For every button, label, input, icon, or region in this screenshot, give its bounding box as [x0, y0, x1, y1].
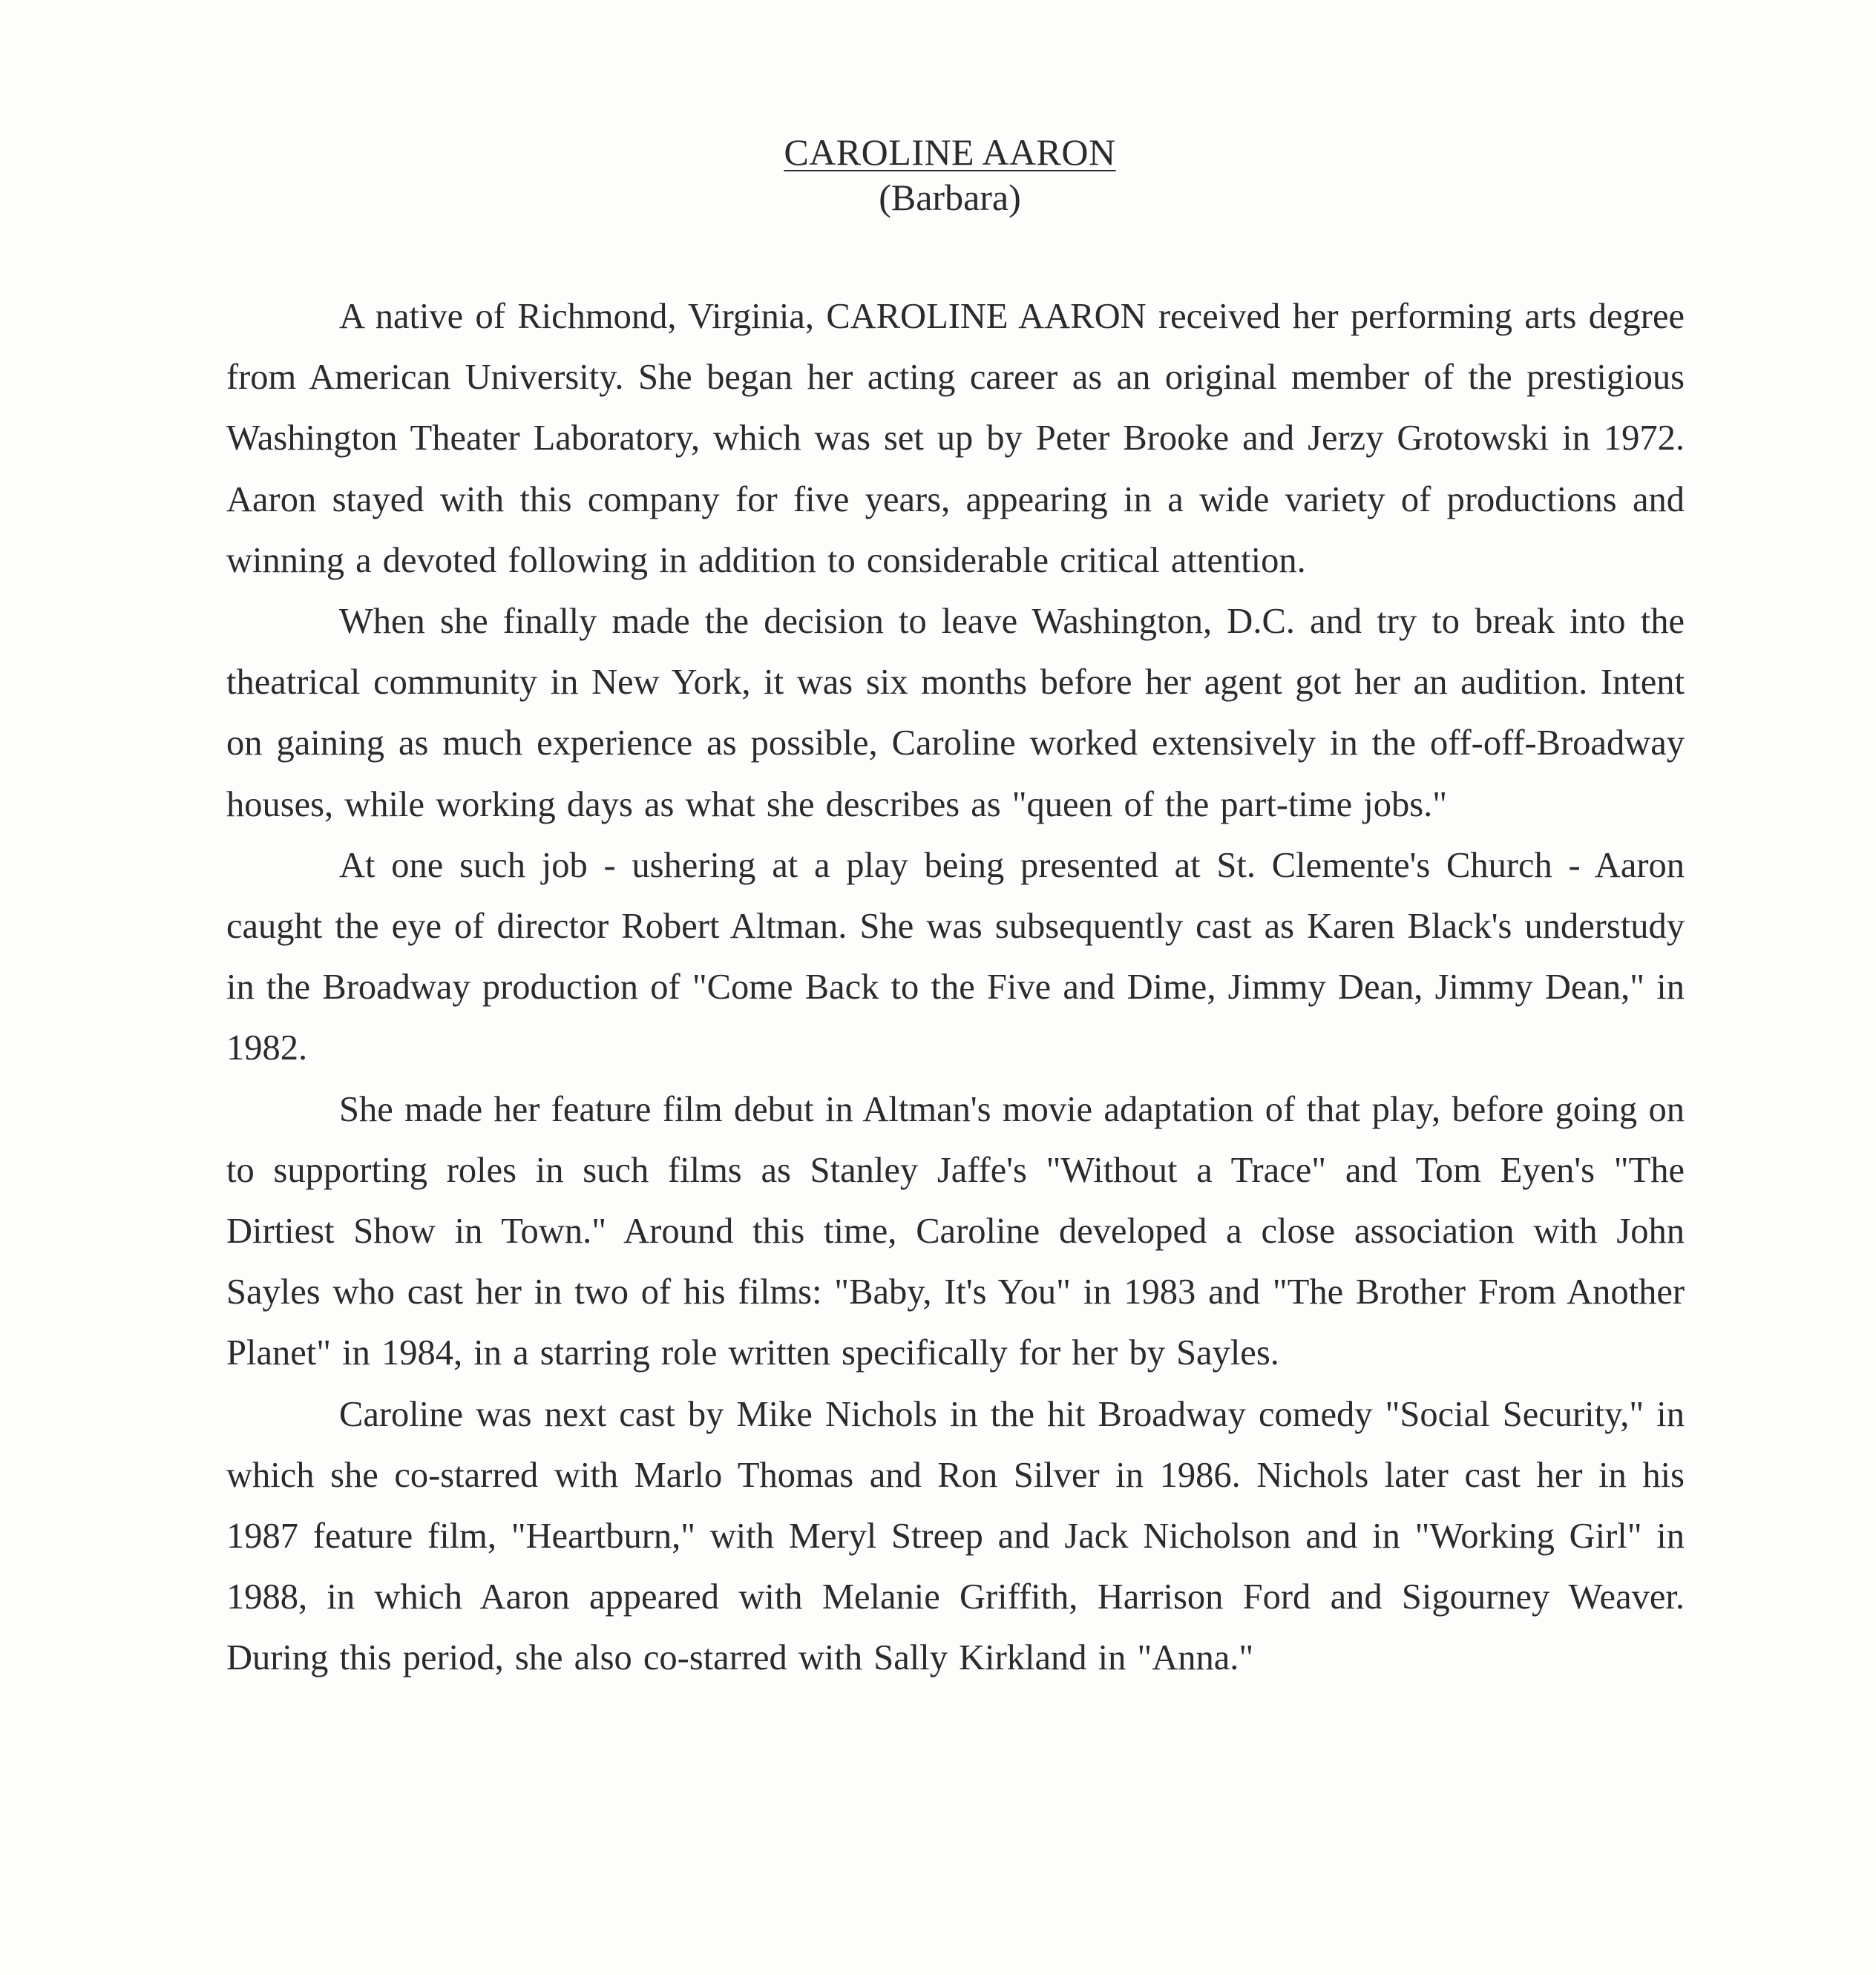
biography-paragraph: She made her feature film debut in Altman's movie adaptation of that play, before going on to supporting roles in such films as Stanley Jaffe's "Without a Trace" and Tom Eyen's "The Dirtiest Show in Town." Around this time, Caroline developed a close association with John Sayles who cast her in two of his films: "Baby, It's You" in 1983 and "The Brother From Another Planet" in 1984, in a starring role written specifically for her by Sayles. [226, 1089, 1685, 1373]
biography-paragraph: A native of Richmond, Virginia, CAROLINE AARON received her performing arts degree from American University. She began her acting career as an original member of the prestigious Washington Theater Laboratory, which was set up by Peter Brooke and Jerzy Grotowski in 1972. Aaron stayed with this company for five years, appearing in a wide variety of productions and winning a devoted following in addition to considerable critical attention. [226, 297, 1685, 580]
person-name: CAROLINE AARON [784, 131, 1116, 173]
biography-paragraph: When she finally made the decision to leave Washington, D.C. and try to break into the theatrical community in New York, it was six months before her agent got her an audition. Intent on gaining as much experience as possible, Caroline worked extensively in the off-off-Broadway houses, while working days as what she describes as "queen of the part-time jobs." [226, 602, 1685, 824]
character-role: (Barbara) [879, 177, 1021, 218]
biography-body [226, 286, 1685, 1689]
biography-paragraph: At one such job - ushering at a play being presented at St. Clemente's Church - Aaron caught the eye of director Robert Altman. She was subsequently cast as Karen Black's understudy in the Broadway production of "Come Back to the Five and Dime, Jimmy Dean, Jimmy Dean," in 1982. [226, 845, 1685, 1068]
biography-paragraph: Caroline was next cast by Mike Nichols in the hit Broadway comedy "Social Security," in which she co-starred with Marlo Thomas and Ron Silver in 1986. Nichols later cast her in his 1987 feature film, "Heartburn," with Meryl Streep and Jack Nicholson and in "Working Girl" in 1988, in which Aaron appeared with Melanie Griffith, Harrison Ford and Sigourney Weaver. During this period, she also co-starred with Sally Kirkland in "Anna." [226, 1394, 1685, 1678]
document-header [0, 130, 1876, 220]
